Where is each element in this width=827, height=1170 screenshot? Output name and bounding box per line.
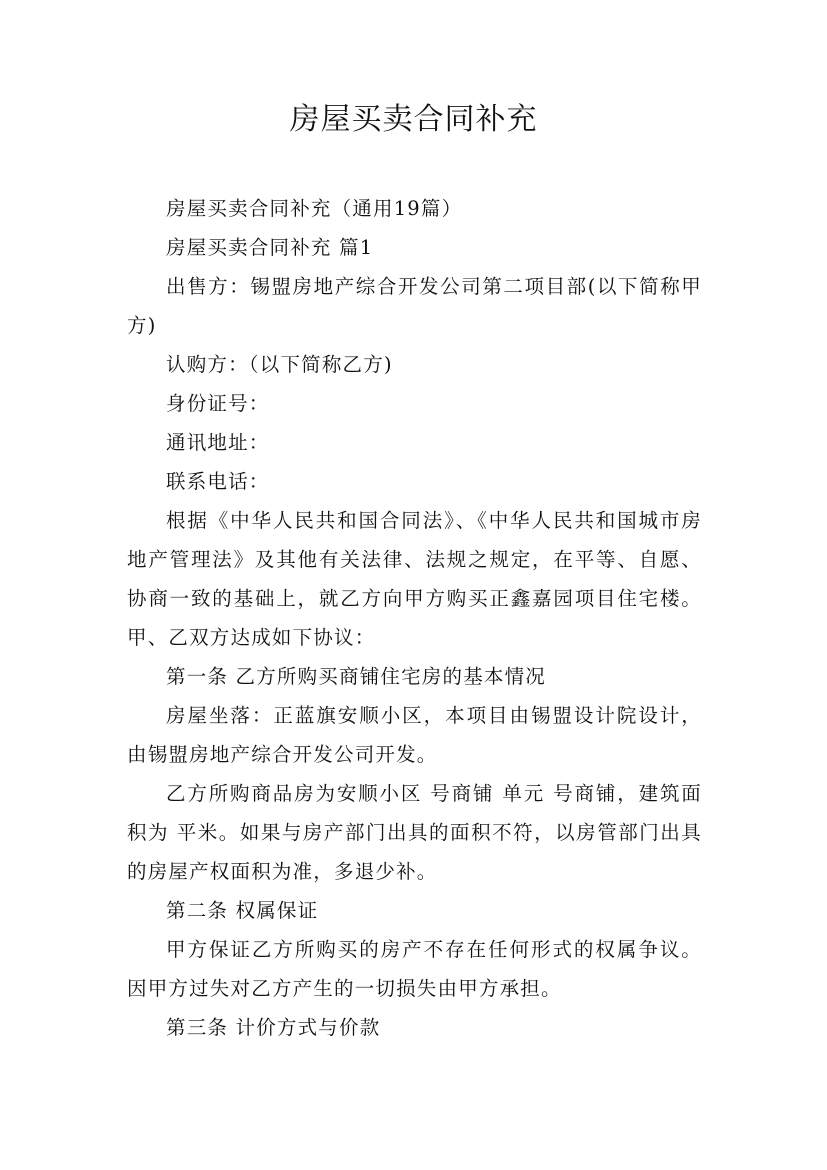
paragraph-ownership-guarantee: 甲方保证乙方所购买的房产不存在任何形式的权属争议。因甲方过失对乙方产生的一切损失由甲方承担。 [127,938,702,1000]
document-title: 房屋买卖合同补充 [289,102,538,137]
paragraph-article-3-heading: 第三条 计价方式与价款 [166,1016,381,1039]
paragraph-property-area: 乙方所购商品房为安顺小区 号商铺 单元 号商铺，建筑面积为 平米。如果与房产部门出具的面积不符，以房管部门出具的房屋产权面积为准，多退少补。 [127,782,702,883]
paragraph-address: 通讯地址： [166,431,270,454]
paragraph-buyer: 认购方：（以下简称乙方) [166,353,393,376]
paragraph-legal-basis: 根据《中华人民共和国合同法》、《中华人民共和国城市房地产管理法》及其他有关法律、法规之规定，在平等、自愿、协商一致的基础上，就乙方向甲方购买正鑫嘉园项目住宅楼。甲、乙双方达成如下协议： [127,509,702,649]
paragraph-property-location: 房屋坐落：正蓝旗安顺小区，本项目由锡盟设计院设计，由锡盟房地产综合开发公司开发。 [127,704,702,766]
paragraph-collection-title: 房屋买卖合同补充（通用19篇） [166,197,463,220]
paragraph-id-number: 身份证号： [166,392,270,415]
paragraph-seller: 出售方：锡盟房地产综合开发公司第二项目部(以下简称甲方) [127,275,702,337]
document-body [127,189,702,1047]
paragraph-article-2-heading: 第二条 权属保证 [166,899,319,922]
paragraph-phone: 联系电话： [166,470,270,493]
paragraph-section-heading: 房屋买卖合同补充 篇1 [166,236,374,259]
paragraph-article-1-heading: 第一条 乙方所购买商铺住宅房的基本情况 [166,665,546,688]
